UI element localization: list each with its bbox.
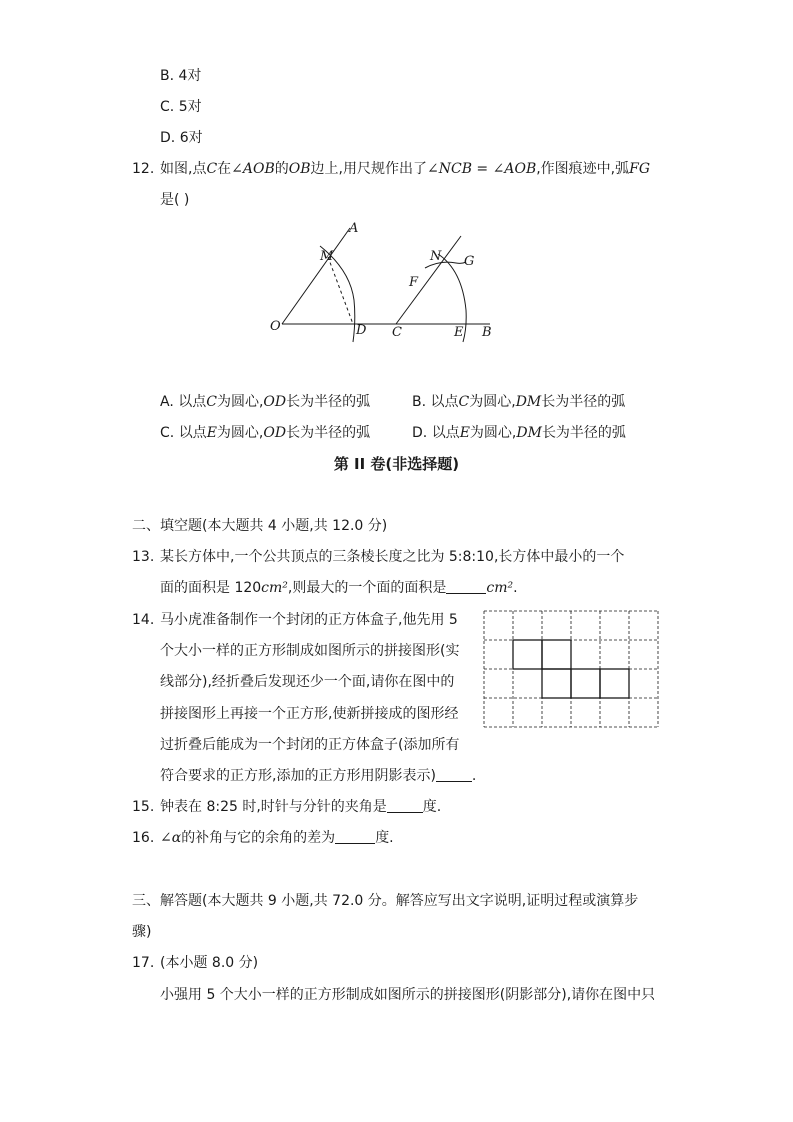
arc-ne bbox=[438, 254, 466, 342]
q11-option-d: D. 6对 bbox=[160, 130, 203, 146]
q17-score: (本小题 8.0 分) bbox=[160, 955, 259, 971]
ray-oa bbox=[282, 228, 350, 324]
label-m: M bbox=[320, 249, 334, 264]
q14-line: 个大小一样的正方形制成如图所示的拼接图形(实 bbox=[160, 643, 460, 659]
q16-text: ∠α的补角与它的余角的差为 度. bbox=[160, 830, 394, 846]
q15-number: 15. bbox=[132, 799, 155, 815]
label-n: N bbox=[430, 249, 442, 264]
label-c: C bbox=[392, 325, 402, 340]
q17-text: 小强用 5 个大小一样的正方形制成如图所示的拼接图形(阴影部分),请你在图中只 bbox=[160, 987, 656, 1003]
answer-blank[interactable] bbox=[436, 767, 472, 782]
q12-option-c: C. 以点E为圆心,OD长为半径的弧 bbox=[160, 425, 371, 441]
q14-line: 过折叠后能成为一个封闭的正方体盒子(添加所有 bbox=[160, 737, 460, 753]
q13-line2: 面的面积是 120cm²,则最大的一个面的面积是 cm². bbox=[160, 580, 518, 596]
q12-option-d: D. 以点E为圆心,DM长为半径的弧 bbox=[412, 425, 626, 441]
label-b: B bbox=[482, 325, 492, 340]
answer-blank[interactable] bbox=[335, 829, 375, 844]
q13-number: 13. bbox=[132, 549, 155, 565]
part2-title: 第 II 卷(非选择题) bbox=[333, 455, 460, 473]
q14-grid-figure bbox=[484, 611, 658, 727]
q12-option-a: A. 以点C为圆心,OD长为半径的弧 bbox=[160, 394, 371, 410]
arc-fg bbox=[425, 262, 466, 268]
section3-title-line2: 骤) bbox=[132, 924, 152, 940]
q14-line-last: 符合要求的正方形,添加的正方形用阴影表示) . bbox=[160, 768, 477, 784]
ray-cn bbox=[396, 236, 461, 324]
arc-md bbox=[320, 246, 355, 342]
q14-number: 14. bbox=[132, 612, 155, 628]
label-f: F bbox=[409, 275, 419, 290]
label-d: D bbox=[356, 323, 367, 338]
net-square bbox=[600, 669, 629, 698]
label-o: O bbox=[270, 319, 281, 334]
q14-line: 拼接图形上再接一个正方形,使新拼接成的图形经 bbox=[160, 706, 459, 722]
section3-title: 三、解答题(本大题共 9 小题,共 72.0 分。解答应写出文字说明,证明过程或演算步 bbox=[132, 893, 639, 909]
q14-line: 线部分),经折叠后发现还少一个面,请你在图中的 bbox=[160, 674, 455, 690]
net-square bbox=[542, 640, 571, 669]
label-a: A bbox=[349, 221, 359, 236]
net-square bbox=[542, 669, 571, 698]
net-square bbox=[571, 669, 600, 698]
q17-number: 17. bbox=[132, 955, 155, 971]
segment-md bbox=[328, 257, 353, 324]
q12-stem: 如图,点C在∠AOB的OB边上,用尺规作出了∠NCB = ∠AOB,作图痕迹中,弧FG bbox=[160, 161, 651, 177]
q14-line: 马小虎准备制作一个封闭的正方体盒子,他先用 5 bbox=[160, 612, 458, 628]
q16-number: 16. bbox=[132, 830, 155, 846]
net-square bbox=[513, 640, 542, 669]
q11-option-b: B. 4对 bbox=[160, 68, 202, 84]
section2-title: 二、填空题(本大题共 4 小题,共 12.0 分) bbox=[132, 518, 388, 534]
q11-option-c: C. 5对 bbox=[160, 99, 202, 115]
label-g: G bbox=[464, 254, 475, 269]
q12-number: 12. bbox=[132, 161, 155, 177]
q15-text: 钟表在 8:25 时,时针与分针的夹角是 度. bbox=[160, 799, 442, 815]
q12-stem-line2: 是( ) bbox=[160, 192, 190, 208]
q13-line1: 某长方体中,一个公共顶点的三条棱长度之比为 5:8:10,长方体中最小的一个 bbox=[160, 549, 625, 565]
answer-blank[interactable] bbox=[446, 579, 486, 594]
label-e: E bbox=[454, 325, 464, 340]
q12-option-b: B. 以点C为圆心,DM长为半径的弧 bbox=[412, 394, 626, 410]
answer-blank[interactable] bbox=[387, 798, 423, 813]
